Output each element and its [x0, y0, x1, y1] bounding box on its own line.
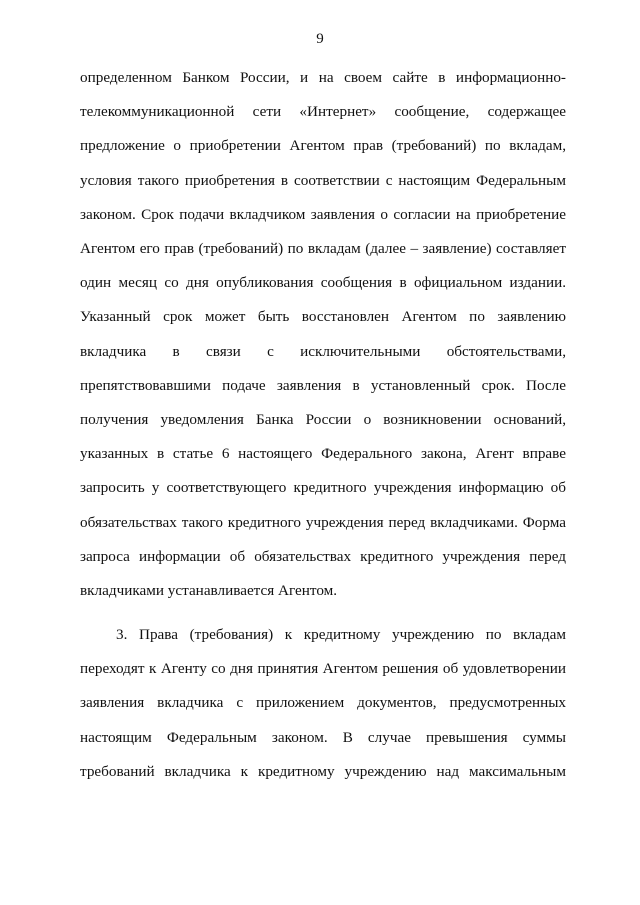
text-line: законом. Срок подачи вкладчиком заявления о согласии на приобретение	[80, 205, 566, 223]
text-line: требований вкладчика к кредитному учреждению над максимальным	[80, 762, 566, 780]
text-line: заявления вкладчика с приложением документов, предусмотренных	[80, 694, 566, 712]
text-line: один месяц со дня опубликования сообщения в официальном издании.	[80, 274, 566, 292]
paragraph-item-3	[80, 618, 566, 789]
text-line: препятствовавшими подаче заявления в установленный срок. После	[80, 376, 566, 394]
text-line: обязательствах такого кредитного учреждения перед вкладчиками. Форма	[80, 513, 566, 531]
paragraph-continuation	[80, 61, 566, 608]
text-line: Агентом его прав (требований) по вкладам (далее – заявление) составляет	[80, 240, 566, 258]
text-line: вкладчиками устанавливается Агентом.	[80, 582, 338, 600]
text-line: телекоммуникационной сети «Интернет» сообщение, содержащее	[80, 103, 566, 121]
text-line: Указанный срок может быть восстановлен Агентом по заявлению	[80, 308, 566, 326]
text-line: 3. Права (требования) к кредитному учреждению по вкладам	[116, 626, 566, 643]
text-line: получения уведомления Банка России о возникновении оснований,	[80, 411, 566, 429]
text-line: переходят к Агенту со дня принятия Агентом решения об удовлетворении	[80, 660, 566, 678]
text-line: указанных в статье 6 настоящего Федерального закона, Агент вправе	[80, 445, 566, 463]
text-line: настоящим Федеральным законом. В случае превышения суммы	[80, 728, 566, 746]
text-line: вкладчика в связи с исключительными обстоятельствами,	[80, 342, 566, 360]
text-line: запроса информации об обязательствах кредитного учреждения перед	[80, 547, 566, 565]
text-line: запросить у соответствующего кредитного учреждения информацию об	[80, 479, 566, 497]
text-line: предложение о приобретении Агентом прав (требований) по вкладам,	[80, 137, 566, 155]
page-number: 9	[316, 31, 324, 47]
text-line: определенном Банком России, и на своем сайте в информационно-	[80, 69, 566, 86]
text-line: условия такого приобретения в соответствии с настоящим Федеральным	[80, 171, 566, 189]
